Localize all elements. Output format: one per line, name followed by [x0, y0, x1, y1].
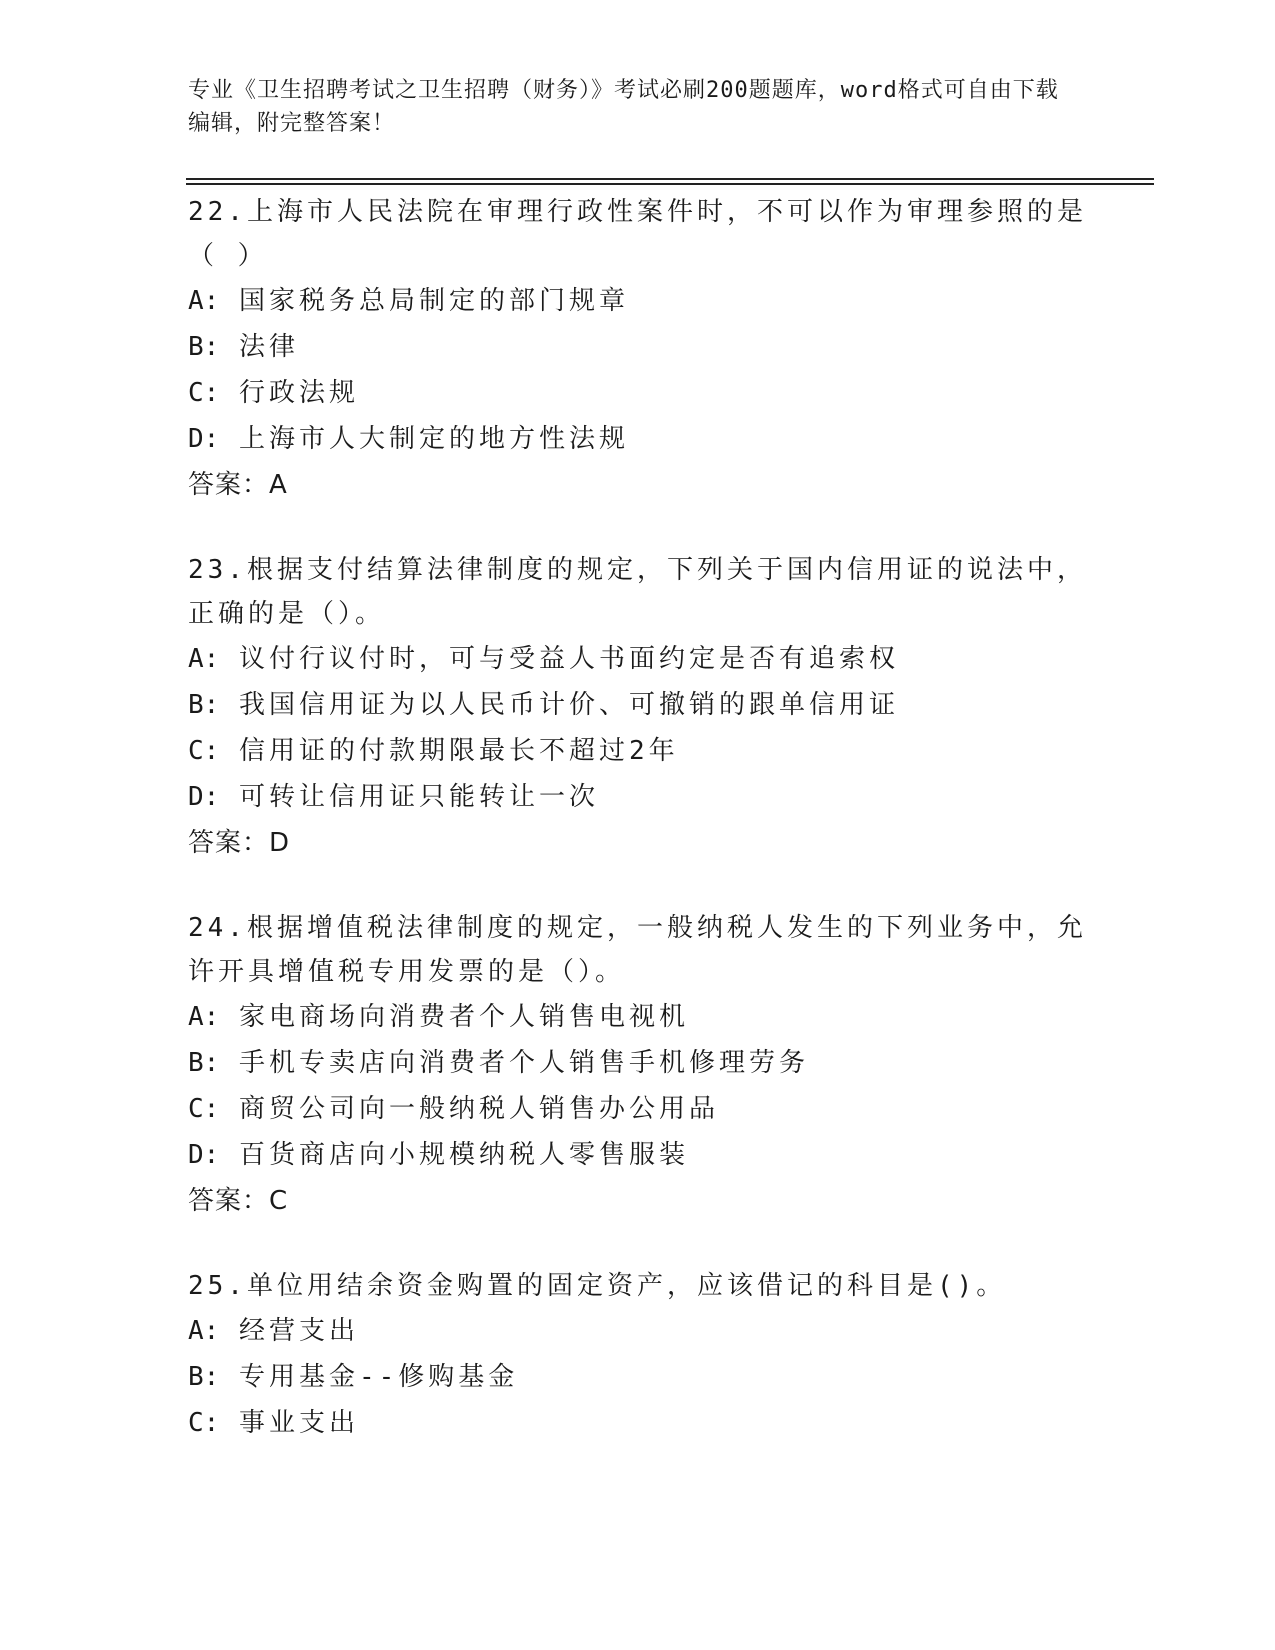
answer-line: 答案：A: [188, 470, 288, 500]
option-letter: D:: [188, 1140, 220, 1170]
option-text: 专用基金--修购基金: [238, 1362, 519, 1392]
option-a: [188, 994, 1088, 1040]
option-c: [188, 1400, 1088, 1446]
option-text: 上海市人大制定的地方性法规: [238, 424, 629, 454]
option-text: 议付行议付时，可与受益人书面约定是否有追索权: [238, 644, 899, 674]
option-text: 商贸公司向一般纳税人销售办公用品: [238, 1094, 719, 1124]
option-letter: C:: [188, 378, 220, 408]
answer-line: 答案：D: [188, 828, 291, 858]
option-text: 经营支出: [238, 1316, 359, 1346]
option-c: [188, 1086, 1088, 1132]
option-a: [188, 278, 1088, 324]
question-24: [188, 906, 1088, 1224]
option-letter: D:: [188, 782, 220, 812]
option-letter: A:: [188, 286, 220, 316]
option-letter: A:: [188, 1316, 220, 1346]
option-letter: D:: [188, 424, 220, 454]
document-header: 专业《卫生招聘考试之卫生招聘（财务）》考试必刷200题题库，word格式可自由下载编辑，附完整答案！: [188, 78, 1059, 136]
option-c: [188, 728, 1088, 774]
question-stem: 22.上海市人民法院在审理行政性案件时，不可以作为审理参照的是（ ）: [188, 197, 1087, 271]
question-stem: 24.根据增值税法律制度的规定，一般纳税人发生的下列业务中，允许开具增值税专用发票的是（）。: [188, 913, 1087, 987]
option-text: 我国信用证为以人民币计价、可撤销的跟单信用证: [238, 690, 899, 720]
option-b: [188, 324, 1088, 370]
option-d: [188, 1132, 1088, 1178]
option-b: [188, 682, 1088, 728]
option-letter: C:: [188, 736, 220, 766]
question-23: [188, 548, 1088, 866]
option-text: 法律: [238, 332, 299, 362]
option-text: 事业支出: [238, 1408, 359, 1438]
header-rule-bottom: [186, 183, 1154, 185]
header-rule-top: [186, 178, 1154, 180]
question-25: [188, 1264, 1088, 1446]
option-letter: C:: [188, 1408, 220, 1438]
option-letter: B:: [188, 1362, 220, 1392]
option-text: 家电商场向消费者个人销售电视机: [238, 1002, 689, 1032]
option-a: [188, 636, 1088, 682]
answer-line: 答案：C: [188, 1186, 289, 1216]
option-letter: C:: [188, 1094, 220, 1124]
option-letter: A:: [188, 644, 220, 674]
option-b: [188, 1354, 1088, 1400]
question-stem: 23.根据支付结算法律制度的规定，下列关于国内信用证的说法中，正确的是（）。: [188, 555, 1087, 629]
option-letter: A:: [188, 1002, 220, 1032]
option-b: [188, 1040, 1088, 1086]
option-text: 可转让信用证只能转让一次: [238, 782, 599, 812]
option-text: 百货商店向小规模纳税人零售服装: [238, 1140, 689, 1170]
option-a: [188, 1308, 1088, 1354]
option-letter: B:: [188, 1048, 220, 1078]
option-c: [188, 370, 1088, 416]
option-text: 信用证的付款期限最长不超过2年: [238, 736, 679, 766]
question-list: [188, 190, 1088, 1486]
option-text: 行政法规: [238, 378, 359, 408]
option-d: [188, 774, 1088, 820]
option-text: 手机专卖店向消费者个人销售手机修理劳务: [238, 1048, 809, 1078]
question-22: [188, 190, 1088, 508]
question-stem: 25.单位用结余资金购置的固定资产，应该借记的科目是()。: [188, 1271, 1007, 1301]
option-letter: B:: [188, 690, 220, 720]
option-d: [188, 416, 1088, 462]
option-letter: B:: [188, 332, 220, 362]
option-text: 国家税务总局制定的部门规章: [238, 286, 629, 316]
